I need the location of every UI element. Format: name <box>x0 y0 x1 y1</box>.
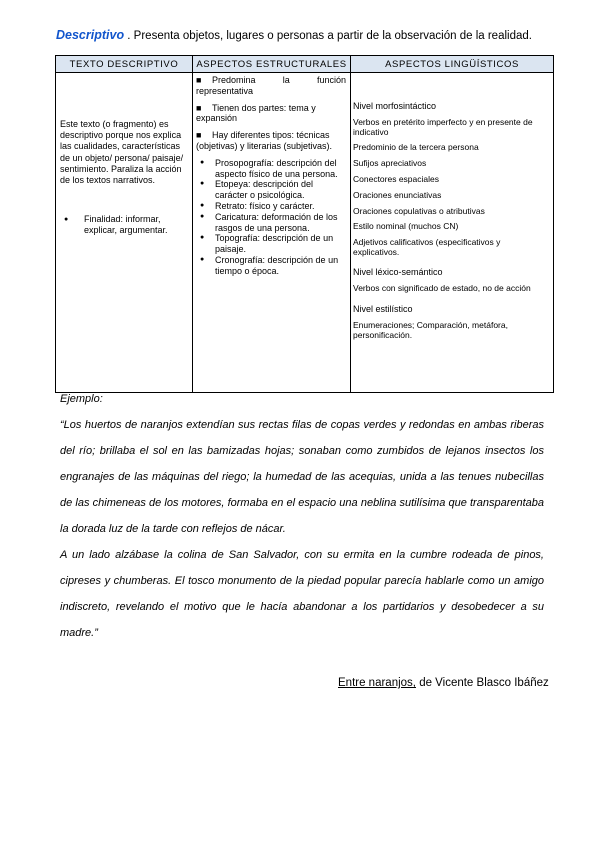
aspectos-linguisticos-cell <box>351 73 554 393</box>
function-line: ■ Predomina la función <box>196 75 346 85</box>
texto-descriptivo-cell <box>56 73 193 393</box>
description-types-list <box>196 158 346 277</box>
list-item: ● Retrato: físico y carácter. <box>215 201 346 212</box>
example-paragraph-2: A un lado alzábase la colina de San Salvador, con su ermita en la cumbre rodeada de pinos, cipreses y chumberas. El tosco monumento de la piedad popular parecía hablarle como un amigo indiscreto, revelando el motivo que le hacía abandonar a los partidarios y desobedecer a su madre.” <box>60 549 544 639</box>
header-aspectos-linguisticos: ASPECTOS LINGÜÍSTICOS <box>351 56 554 73</box>
author-name: de Vicente Blasco Ibáñez <box>416 677 549 689</box>
source-attribution <box>338 677 549 689</box>
descriptive-text-table <box>55 55 554 393</box>
list-item: ● Caricatura: deformación de los rasgos de una persona. <box>215 212 346 234</box>
structural-point-types: ■ Hay diferentes tipos: técnicas (objetivas) y literarias (subjetivas). <box>196 130 333 151</box>
list-item: Predominio de la tercera persona <box>353 142 479 153</box>
text-type-definition: . Presenta objetos, lugares o personas a partir de la observación de la realidad. <box>124 30 532 42</box>
list-item: Oraciones enunciativas <box>353 189 442 200</box>
list-item: Adjetivos calificativos (especificativos y explicativos. <box>353 237 501 257</box>
list-item: ● Etopeya: descripción del carácter o psicológica. <box>215 179 346 201</box>
example-paragraph-1: “Los huertos de naranjos extendían sus rectas filas de copas verdes y redondas en ambas riberas del río; brillaba el sol en las bamizadas hojas; sonaban como zumbidos de lejanos insectos los engranajes de las máquinas del riego; la humedad de las acequias, unida a las tenues nubecillas de las chimeneas de los motores, formaba en el espacio una neblina sutilísima que transparentaba la dorada luz de la tarde con reflejos de nácar. <box>60 419 544 535</box>
purpose-bullet: ● Finalidad: informar, explicar, argumentar. <box>84 214 186 236</box>
header-aspectos-estructurales: ASPECTOS ESTRUCTURALES <box>193 56 351 73</box>
list-item: Verbos con significado de estado, no de acción <box>353 282 531 293</box>
list-item: Enumeraciones; Comparación, metáfora, personificación. <box>353 320 508 340</box>
text-type-term: Descriptivo <box>56 28 125 42</box>
example-section <box>60 386 544 646</box>
table-body-row <box>56 73 554 393</box>
list-item: Conectores espaciales <box>353 173 439 184</box>
list-item: ● Cronografía: descripción de un tiempo o época. <box>215 255 346 277</box>
structural-point-function: ■ Predomina la función representativa <box>196 75 346 96</box>
intro-line <box>56 28 556 43</box>
list-item: Sufijos apreciativos <box>353 158 427 169</box>
aspectos-estructurales-cell <box>193 73 351 393</box>
table-header-row <box>56 56 554 73</box>
example-label: Ejemplo: <box>60 393 103 405</box>
header-texto-descriptivo: TEXTO DESCRIPTIVO <box>56 56 193 73</box>
structural-point-parts: ■ Tienen dos partes: tema y expansión <box>196 102 316 124</box>
descriptive-explanation: Este texto (o fragmento) es descriptivo porque nos explica las cualidades, características de un objeto/ persona/ paisaje/ sentimiento. Paraliza la acción de los textos narrativos. <box>60 119 184 186</box>
list-item: ● Prosopografía: descripción del aspecto físico de una persona. <box>215 158 346 180</box>
purpose-list <box>60 214 186 236</box>
square-bullet-icon: ■ <box>196 102 202 113</box>
list-item: Estilo nominal (muchos CN) <box>353 221 459 232</box>
stylistic-heading: Nivel estilístico <box>353 304 413 315</box>
square-bullet-icon: ■ <box>196 130 202 141</box>
square-bullet-icon: ■ <box>196 75 202 85</box>
morphosyntactic-heading: Nivel morfosintáctico <box>353 101 437 111</box>
work-title: Entre naranjos, <box>338 677 416 689</box>
list-item: ● Topografía: descripción de un paisaje. <box>215 233 346 255</box>
lexical-semantic-heading: Nivel léxico-semántico <box>353 266 443 277</box>
list-item: Oraciones copulativas o atributivas <box>353 205 485 216</box>
list-item: Verbos en pretérito imperfecto y en presente de indicativo <box>353 116 533 137</box>
